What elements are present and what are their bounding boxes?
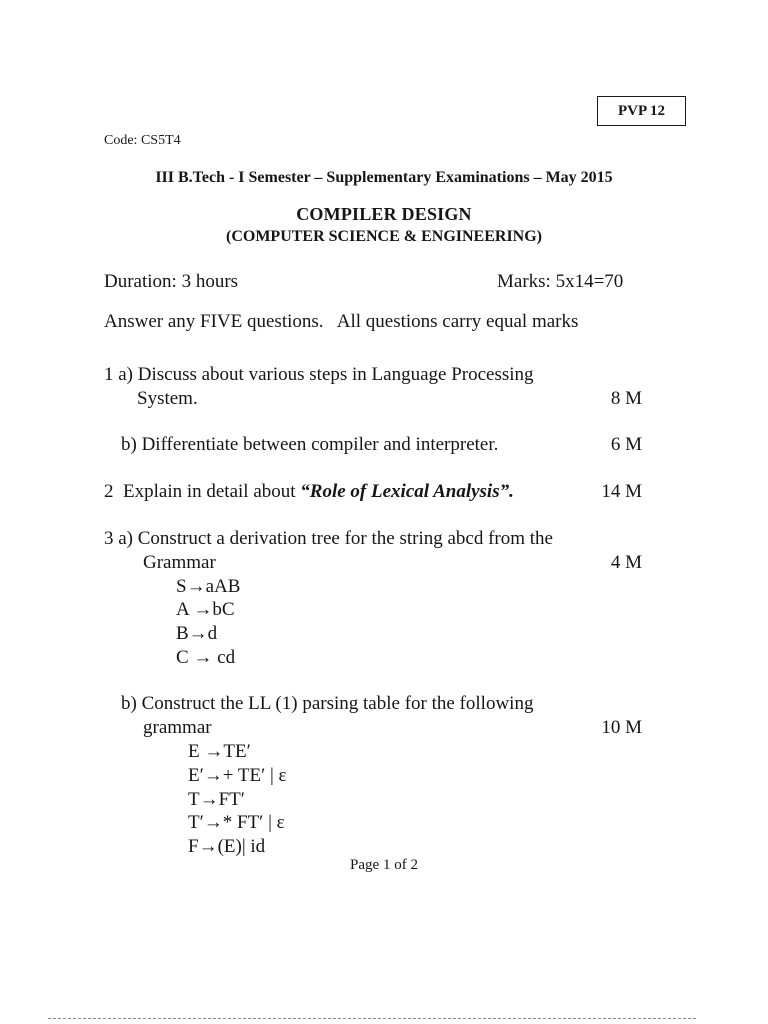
subject-title: COMPILER DESIGN [296, 204, 472, 224]
question-1a-line1: 1 a) Discuss about various steps in Language Processing [104, 364, 534, 385]
scan-edge-line [48, 1018, 696, 1019]
question-3a-marks: 4 M [610, 552, 642, 573]
question-1a-line2: System. [137, 388, 198, 409]
grammar-rule: C → cd [176, 647, 236, 668]
paper-code-box: PVP 12 [597, 96, 686, 126]
grammar-rule: F→(E)| id [188, 836, 266, 857]
grammar-rule: S→aAB [176, 576, 241, 597]
grammar-rule: B→d [176, 623, 218, 644]
question-3a-line1: 3 a) Construct a derivation tree for the string abcd from the [104, 528, 553, 549]
exam-title: III B.Tech - I Semester – Supplementary Examinations – May 2015 [155, 169, 613, 186]
question-2-marks: 14 M [601, 481, 642, 502]
question-3a-line2: Grammar [143, 552, 216, 573]
question-3b-line1: b) Construct the LL (1) parsing table for the following [121, 693, 534, 714]
total-marks: Marks: 5x14=70 [497, 271, 624, 292]
grammar-rule: T′→* FT′ | ε [188, 812, 285, 833]
question-3b-marks: 10 M [601, 717, 642, 738]
branch-title: (COMPUTER SCIENCE & ENGINEERING) [225, 228, 543, 245]
grammar-rule: T→FT′ [188, 789, 245, 810]
question-1a-marks: 8 M [610, 388, 642, 409]
question-2-topic: “Role of Lexical Analysis”. [300, 481, 514, 502]
duration: Duration: 3 hours [104, 271, 239, 292]
page-number: Page 1 of 2 [350, 857, 418, 873]
grammar-rule: E →TE′ [188, 741, 251, 762]
course-code: Code: CS5T4 [104, 133, 181, 148]
grammar-rule: E′→+ TE′ | ε [188, 765, 287, 786]
question-2-text: 2 Explain in detail about [104, 481, 301, 502]
question-1b-marks: 6 M [610, 434, 642, 455]
question-1b: b) Differentiate between compiler and interpreter. [121, 434, 499, 455]
question-2 [104, 481, 514, 503]
question-3b-line2: grammar [143, 717, 212, 738]
instructions: Answer any FIVE questions. All questions carry equal marks [104, 311, 579, 332]
grammar-rule: A →bC [176, 599, 235, 620]
